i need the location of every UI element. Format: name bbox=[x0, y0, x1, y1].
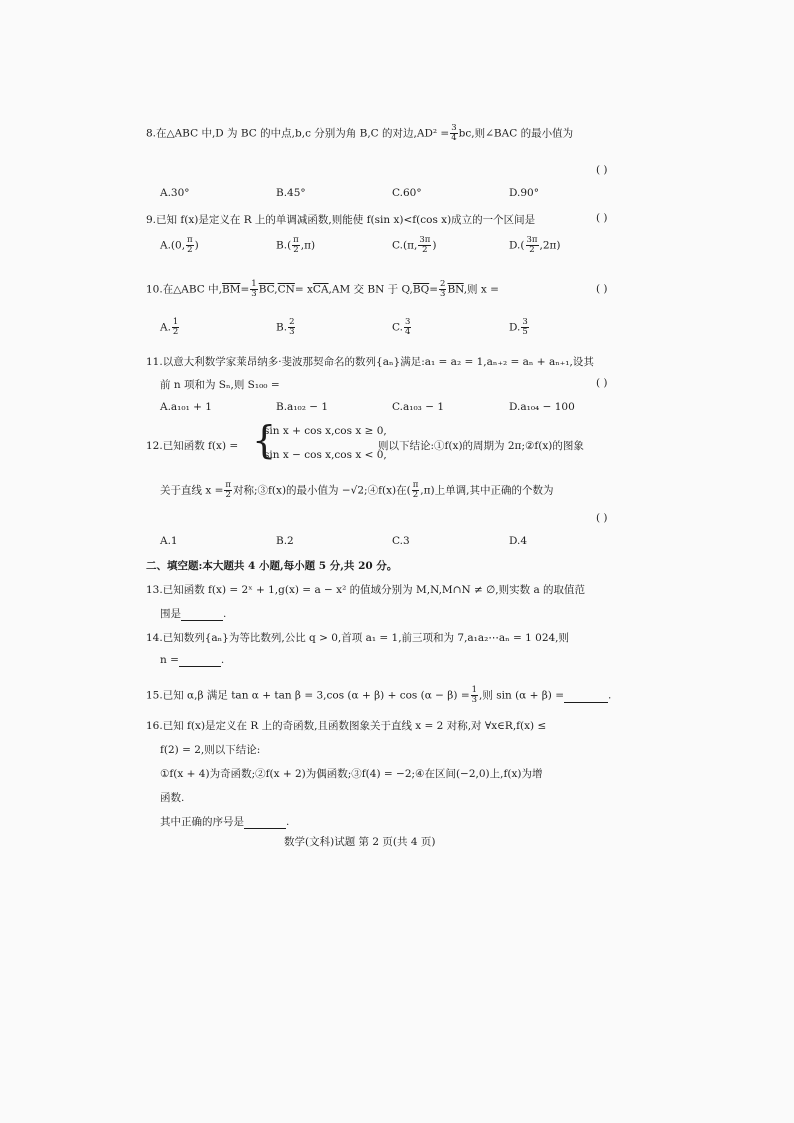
vector-bn: $\overline{BN}$ bbox=[447, 283, 464, 296]
q9-option-c: C.(π, $\frac{3\pi}{2}$ ) bbox=[392, 235, 437, 255]
q11-option-c: C.a₁₀₃ − 1 bbox=[392, 401, 445, 413]
q9-option-d: D.( $\frac{3\pi}{2}$ ,2π) bbox=[509, 235, 561, 255]
q16-line1: 16.已知 f(x)是定义在 R 上的奇函数,且函数图象关于直线 x = 2 对称,对 ∀x∈R,f(x) ≤ bbox=[146, 720, 547, 732]
q8-option-c: C.60° bbox=[392, 187, 422, 199]
q14-line1: 14.已知数列{aₙ}为等比数列,公比 q > 0,首项 a₁ = 1,前三项和为 7,a₁a₂⋯aₙ = 1 024,则 bbox=[146, 632, 570, 644]
vector-ca: $\overline{CA}$ bbox=[312, 283, 329, 296]
q10-option-a: A. $\frac{1}{2}$ bbox=[160, 317, 179, 337]
q10-answer-paren: ( ) bbox=[596, 283, 608, 295]
q12-tail: 则以下结论:①f(x)的周期为 2π;②f(x)的图象 bbox=[378, 440, 584, 452]
q12-case2: sin x − cos x,cos x < 0, bbox=[264, 449, 387, 461]
q8-fraction: $\frac{3}{4}$ bbox=[451, 123, 457, 143]
q11-option-d: D.a₁₀₄ − 100 bbox=[509, 401, 575, 413]
q11-answer-paren: ( ) bbox=[596, 377, 608, 389]
q14-answer-blank bbox=[179, 654, 221, 667]
q11-option-b: B.a₁₀₂ − 1 bbox=[276, 401, 329, 413]
q8-answer-paren: ( ) bbox=[596, 164, 608, 176]
q14-line2: n = . bbox=[160, 654, 225, 666]
q16-line3: ①f(x + 4)为奇函数;②f(x + 2)为偶函数;③f(4) = −2;④在区间(−2,0)上,f(x)为增 bbox=[160, 768, 543, 780]
q13-line2: 围是 . bbox=[160, 608, 227, 620]
q9-answer-paren: ( ) bbox=[596, 212, 608, 224]
q8-option-a: A.30° bbox=[160, 187, 190, 199]
section-heading-fill-in: 二、填空题:本大题共 4 小题,每小题 5 分,共 20 分。 bbox=[146, 560, 398, 572]
q11-option-a: A.a₁₀₁ + 1 bbox=[160, 401, 212, 413]
q9-stem: 9.已知 f(x)是定义在 R 上的单调减函数,则能使 f(sin x)<f(cos x)成立的一个区间是 bbox=[146, 214, 536, 226]
q12-option-c: C.3 bbox=[392, 535, 410, 547]
q10-option-d: D. $\frac{3}{5}$ bbox=[509, 317, 528, 337]
page-footer: 数学(文科)试题 第 2 页(共 4 页) bbox=[284, 836, 436, 848]
q9-option-b: B.( $\frac{\pi}{2}$ ,π) bbox=[276, 235, 316, 255]
vector-bq: $\overline{BQ}$ bbox=[412, 283, 430, 296]
q13-answer-blank bbox=[181, 608, 223, 621]
q11-line1: 11.以意大利数学家莱昂纳多·斐波那契命名的数列{aₙ}满足:a₁ = a₂ = 1,aₙ₊₂ = aₙ + aₙ₊₁,设其 bbox=[146, 356, 594, 368]
q12-case1: sin x + cos x,cos x ≥ 0, bbox=[264, 425, 387, 437]
q8-option-b: B.45° bbox=[276, 187, 306, 199]
q10-option-b: B. $\frac{2}{3}$ bbox=[276, 317, 295, 337]
q13-line1: 13.已知函数 f(x) = 2ˣ + 1,g(x) = a − x² 的值域分别为 M,N,M∩N ≠ ∅,则实数 a 的取值范 bbox=[146, 584, 586, 596]
q10-option-c: C. $\frac{3}{4}$ bbox=[392, 317, 411, 337]
q8-stem-part2: bc,则∠BAC 的最小值为 bbox=[458, 127, 574, 140]
q16-answer-blank bbox=[244, 816, 286, 829]
q8-option-d: D.90° bbox=[509, 187, 539, 199]
q12-line2: 关于直线 x = $\frac{\pi}{2}$ 对称;③f(x)的最小值为 −√2;④f(x)在( $\frac{\pi}{2}$ ,π)上单调,其中正确的个数为 bbox=[160, 480, 554, 500]
q15-answer-blank bbox=[564, 690, 608, 703]
q12-option-b: B.2 bbox=[276, 535, 294, 547]
q16-line4: 函数. bbox=[160, 792, 185, 804]
q8-stem bbox=[146, 124, 573, 143]
q8-stem-part1: 8.在△ABC 中,D 为 BC 的中点,b,c 分别为角 B,C 的对边,AD² = bbox=[146, 127, 450, 140]
q12-option-a: A.1 bbox=[160, 535, 178, 547]
q16-line5: 其中正确的序号是 . bbox=[160, 816, 290, 828]
q12-brace: { bbox=[252, 418, 277, 462]
q9-option-a: A.(0, $\frac{\pi}{2}$ ) bbox=[160, 235, 199, 255]
q15-stem: 15.已知 α,β 满足 tan α + tan β = 3,cos (α + β) + cos (α − β) = $\frac{1}{3}$ ,则 sin (α + β) = . bbox=[146, 685, 612, 705]
vector-bc: $\overline{BC}$ bbox=[258, 283, 275, 296]
vector-cn: $\overline{CN}$ bbox=[277, 283, 295, 296]
vector-bm: $\overline{BM}$ bbox=[221, 283, 241, 296]
q12-head: 12.已知函数 f(x) = bbox=[146, 440, 239, 452]
q16-line2: f(2) = 2,则以下结论: bbox=[160, 744, 261, 756]
q10-stem: 10.在△ABC 中$,\overline{BM}=$ $\frac{1}{3}$ $\overline{BC},\overline{CN}= x\overline{CA},AM$ 交 BN 于 $Q,\overline{BQ}=$ $\frac{2}{3}$ $\overline{BN}$,则 x = bbox=[146, 279, 499, 299]
q12-answer-paren: ( ) bbox=[596, 512, 608, 524]
q12-option-d: D.4 bbox=[509, 535, 528, 547]
q11-line2: 前 n 项和为 Sₙ,则 S₁₀₀ = bbox=[160, 379, 280, 391]
